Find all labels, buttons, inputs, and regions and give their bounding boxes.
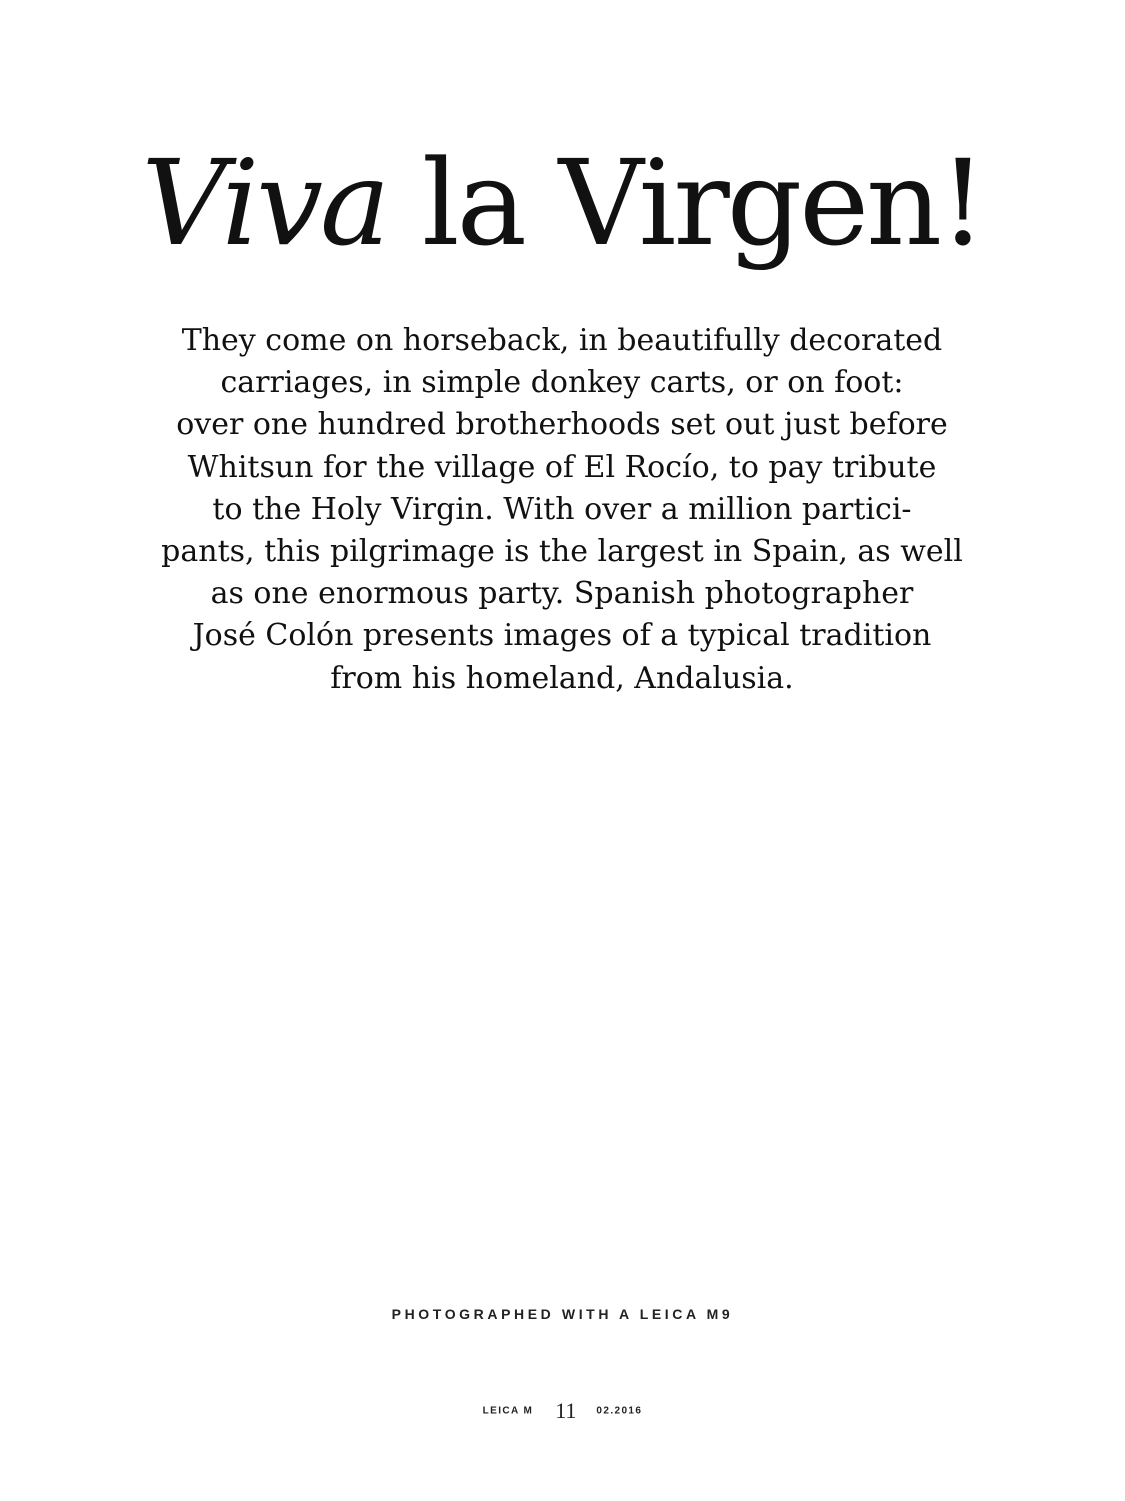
intro-line: carriages, in simple donkey carts, or on foot:: [220, 365, 904, 401]
intro-line: from his homeland, Andalusia.: [330, 660, 794, 696]
headline-italic-part: Viva: [141, 134, 388, 272]
intro-line: José Colón presents images of a typical tradition: [192, 618, 932, 654]
headline-roman-part: la Virgen!: [387, 134, 984, 272]
article-headline: [0, 128, 1125, 278]
intro-line: They come on horseback, in beautifully decorated: [181, 323, 943, 358]
intro-line: as one enormous party. Spanish photographer: [210, 576, 914, 612]
page-number: 11: [555, 1398, 577, 1423]
intro-line: over one hundred brotherhoods set out just before: [176, 407, 948, 443]
footer-brand: LEICA M: [482, 1405, 534, 1417]
intro-line: to the Holy Virgin. With over a million partici-: [212, 491, 912, 527]
page-footer: [0, 1398, 1125, 1424]
intro-line: Whitsun for the village of El Rocío, to pay tribute: [187, 449, 937, 485]
issue-date: 02.2016: [596, 1405, 643, 1417]
photo-credit: PHOTOGRAPHED WITH A LEICA M9: [391, 1306, 734, 1322]
intro-line: pants, this pilgrimage is the largest in Spain, as well: [161, 534, 963, 570]
article-intro: [112, 320, 1012, 700]
